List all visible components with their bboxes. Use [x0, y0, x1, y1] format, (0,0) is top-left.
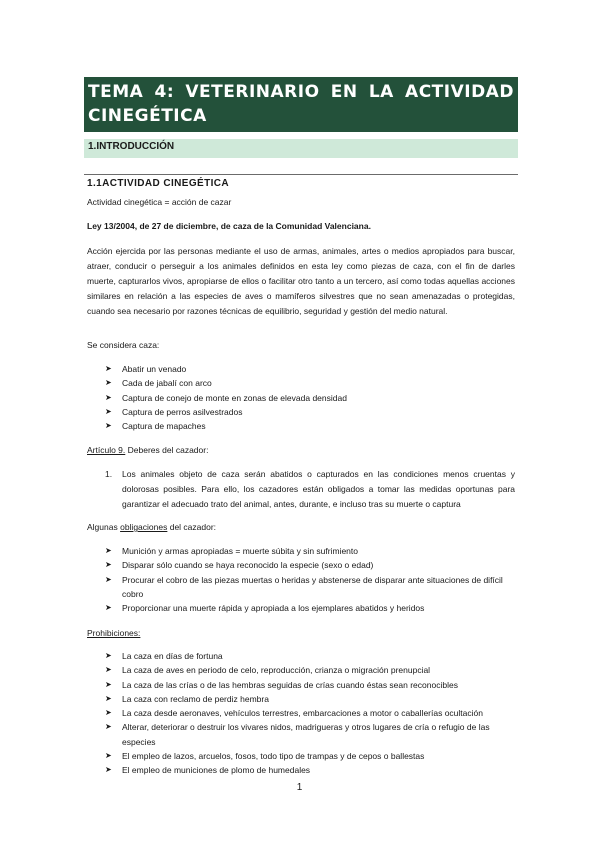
prohibitions-heading: Prohibiciones: [87, 628, 141, 638]
law-reference: Ley 13/2004, de 27 de diciembre, de caza de la Comunidad Valenciana. [87, 221, 371, 231]
obligations-suffix: del cazador: [167, 522, 217, 532]
list-item: ➤ Alterar, deteriorar o destruir los vivares nidos, madrigueras y otros lugares de cría o refugio de las especies [105, 720, 515, 749]
section-heading: 1.INTRODUCCIÓN [84, 139, 518, 158]
item-text: Los animales objeto de caza serán abatidos o capturados en las condiciones menos cruentas y dolorosas posibles. Para ello, los cazadores están obligados a tomar las medidas oportunas para garantizar el adecuado trato del animal, antes, durante, e incluso tras su muerte o captura [122, 469, 515, 509]
obligations-heading [87, 520, 515, 535]
considered-heading: Se considera caza: [87, 340, 160, 350]
list-item: ➤ Abatir un venado [105, 362, 515, 376]
article-label: Artículo 9. [87, 445, 126, 455]
list-item: ➤ La caza de las crías o de las hembras seguidas de crías cuando éstas sean reconocibles [105, 678, 515, 692]
considered-list [105, 362, 515, 433]
list-item: ➤ Disparar sólo cuando se haya reconocido la especie (sexo o edad) [105, 558, 515, 572]
law-paragraph: Acción ejercida por las personas mediante el uso de armas, animales, artes o medios apropiados para buscar, atraer, conducir o perseguir a los animales definidos en esta ley como piezas de caza, con el fin de darles muerte, capturarlos vivos, apropiarse de ellos o facilitar otro tanto a un tercero, así como todas aquellas acciones similares en relación a las especies de aves o mamíferos silvestres que no sean amenazadas o protegidas, cuando sea necesario por razones técnicas de equilibrio, seguridad y gestión del medio natural. [87, 246, 515, 316]
list-item: ➤ La caza desde aeronaves, vehículos terrestres, embarcaciones a motor o caballerías ocultación [105, 706, 515, 720]
page-title [84, 77, 518, 132]
item-number: 1. [105, 469, 113, 479]
prohibitions-list [105, 649, 515, 778]
title-line-1 [88, 80, 514, 104]
title-word: VETERINARIO [185, 82, 320, 102]
list-item: ➤ El empleo de municiones de plomo de humedales [105, 763, 515, 777]
divider [84, 174, 518, 175]
obligations-list [105, 544, 515, 615]
title-line-2: CINEGÉTICA [88, 106, 207, 126]
obligations-underlined: obligaciones [120, 522, 168, 532]
list-item: ➤ Captura de perros asilvestrados [105, 405, 515, 419]
list-item: ➤ Munición y armas apropiadas = muerte súbita y sin sufrimiento [105, 544, 515, 558]
list-item: ➤ Captura de mapaches [105, 419, 515, 433]
list-item: ➤ Cada de jabalí con arco [105, 376, 515, 390]
title-word: ACTIVIDAD [405, 82, 514, 102]
list-item: ➤ La caza en días de fortuna [105, 649, 515, 663]
title-word: 4: [154, 82, 175, 102]
title-word: TEMA [88, 82, 144, 102]
list-item: ➤ La caza con reclamo de perdiz hembra [105, 692, 515, 706]
page-number: 1 [296, 782, 303, 793]
article-heading [87, 443, 515, 458]
list-item: ➤ Proporcionar una muerte rápida y apropiada a los ejemplares abatidos y heridos [105, 601, 515, 615]
list-item: ➤ Captura de conejo de monte en zonas de elevada densidad [105, 391, 515, 405]
definition-text: Actividad cinegética = acción de cazar [87, 197, 232, 207]
article-title: Deberes del cazador: [125, 445, 209, 455]
subsection-heading: 1.1ACTIVIDAD CINEGÉTICA [87, 178, 229, 189]
obligations-prefix: Algunas [87, 522, 121, 532]
list-item: ➤ La caza de aves en periodo de celo, reproducción, crianza o migración prenupcial [105, 663, 515, 677]
title-word: EN [330, 82, 358, 102]
list-item: ➤ El empleo de lazos, arcuelos, fosos, todo tipo de trampas y de cepos o ballestas [105, 749, 515, 763]
title-word: LA [368, 82, 394, 102]
list-item: ➤ Procurar el cobro de las piezas muertas o heridas y abstenerse de disparar ante situaciones de difícil cobro [105, 573, 515, 602]
article-numbered-item [105, 467, 515, 512]
